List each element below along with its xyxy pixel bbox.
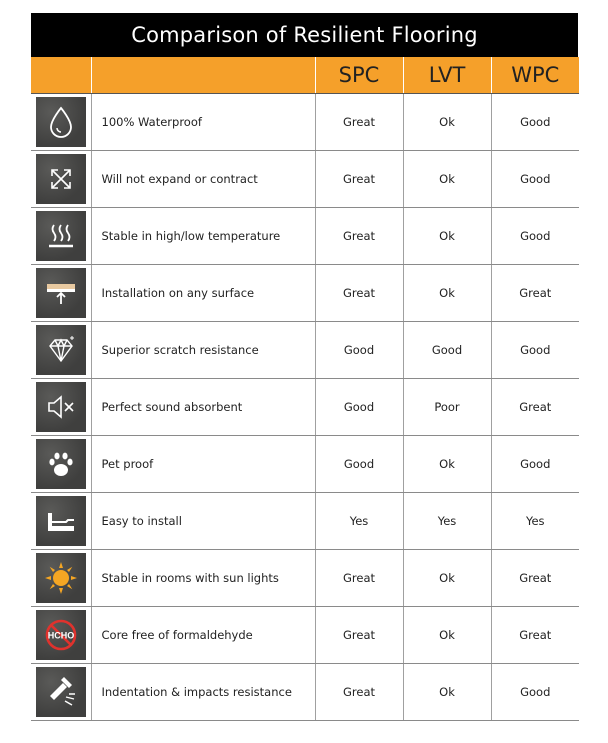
value-lvt: Good <box>403 322 491 379</box>
icon-cell <box>31 151 91 208</box>
value-lvt: Yes <box>403 493 491 550</box>
icon-cell <box>31 208 91 265</box>
svg-text:HCHO: HCHO <box>47 630 74 641</box>
icon-cell <box>31 265 91 322</box>
value-spc: Good <box>315 322 403 379</box>
value-spc: Great <box>315 607 403 664</box>
header-row <box>31 57 579 94</box>
value-spc: Great <box>315 151 403 208</box>
value-spc: Great <box>315 94 403 151</box>
header-wpc: WPC <box>491 57 579 94</box>
table-row <box>31 94 579 151</box>
sun-icon <box>36 553 86 603</box>
no-hcho-icon <box>36 610 86 660</box>
feature-label: Will not expand or contract <box>91 151 315 208</box>
value-lvt: Ok <box>403 265 491 322</box>
speaker-mute-icon <box>36 382 86 432</box>
header-spc: SPC <box>315 57 403 94</box>
expand-arrows-icon <box>36 154 86 204</box>
value-wpc: Great <box>491 265 579 322</box>
value-wpc: Yes <box>491 493 579 550</box>
feature-label: Pet proof <box>91 436 315 493</box>
value-lvt: Ok <box>403 151 491 208</box>
heat-waves-icon <box>36 211 86 261</box>
icon-cell <box>31 436 91 493</box>
feature-label: Indentation & impacts resistance <box>91 664 315 721</box>
comparison-table-container <box>31 13 578 721</box>
feature-label: Perfect sound absorbent <box>91 379 315 436</box>
feature-label: Easy to install <box>91 493 315 550</box>
value-wpc: Great <box>491 607 579 664</box>
value-lvt: Ok <box>403 664 491 721</box>
value-wpc: Good <box>491 664 579 721</box>
feature-label: Installation on any surface <box>91 265 315 322</box>
feature-label: 100% Waterproof <box>91 94 315 151</box>
value-lvt: Ok <box>403 607 491 664</box>
value-spc: Great <box>315 550 403 607</box>
value-spc: Yes <box>315 493 403 550</box>
table-row <box>31 151 579 208</box>
value-lvt: Ok <box>403 94 491 151</box>
feature-label: Stable in rooms with sun lights <box>91 550 315 607</box>
value-wpc: Good <box>491 322 579 379</box>
header-icon-cell <box>31 57 91 94</box>
value-spc: Good <box>315 436 403 493</box>
icon-cell <box>31 493 91 550</box>
water-drop-icon <box>36 97 86 147</box>
value-spc: Good <box>315 379 403 436</box>
page-title: Comparison of Resilient Flooring <box>31 13 578 57</box>
table-row <box>31 379 579 436</box>
value-spc: Great <box>315 265 403 322</box>
value-lvt: Ok <box>403 550 491 607</box>
paw-print-icon <box>36 439 86 489</box>
value-wpc: Great <box>491 379 579 436</box>
install-surface-icon <box>36 268 86 318</box>
icon-cell <box>31 94 91 151</box>
value-spc: Great <box>315 208 403 265</box>
table-row <box>31 436 579 493</box>
icon-cell <box>31 379 91 436</box>
feature-label: Superior scratch resistance <box>91 322 315 379</box>
hammer-impact-icon <box>36 667 86 717</box>
header-lvt: LVT <box>403 57 491 94</box>
feature-label: Core free of formaldehyde <box>91 607 315 664</box>
icon-cell <box>31 550 91 607</box>
table-row <box>31 493 579 550</box>
value-wpc: Good <box>491 208 579 265</box>
table-row <box>31 208 579 265</box>
header-feature-cell <box>91 57 315 94</box>
value-wpc: Great <box>491 550 579 607</box>
icon-cell <box>31 607 91 664</box>
feature-label: Stable in high/low temperature <box>91 208 315 265</box>
value-spc: Great <box>315 664 403 721</box>
table-row <box>31 322 579 379</box>
value-lvt: Ok <box>403 436 491 493</box>
table-row <box>31 265 579 322</box>
table-row <box>31 664 579 721</box>
value-lvt: Ok <box>403 208 491 265</box>
diamond-icon <box>36 325 86 375</box>
icon-cell <box>31 664 91 721</box>
value-wpc: Good <box>491 94 579 151</box>
value-wpc: Good <box>491 436 579 493</box>
value-lvt: Poor <box>403 379 491 436</box>
table-row <box>31 607 579 664</box>
value-wpc: Good <box>491 151 579 208</box>
comparison-table <box>31 57 579 721</box>
icon-cell <box>31 322 91 379</box>
table-row <box>31 550 579 607</box>
click-lock-icon <box>36 496 86 546</box>
